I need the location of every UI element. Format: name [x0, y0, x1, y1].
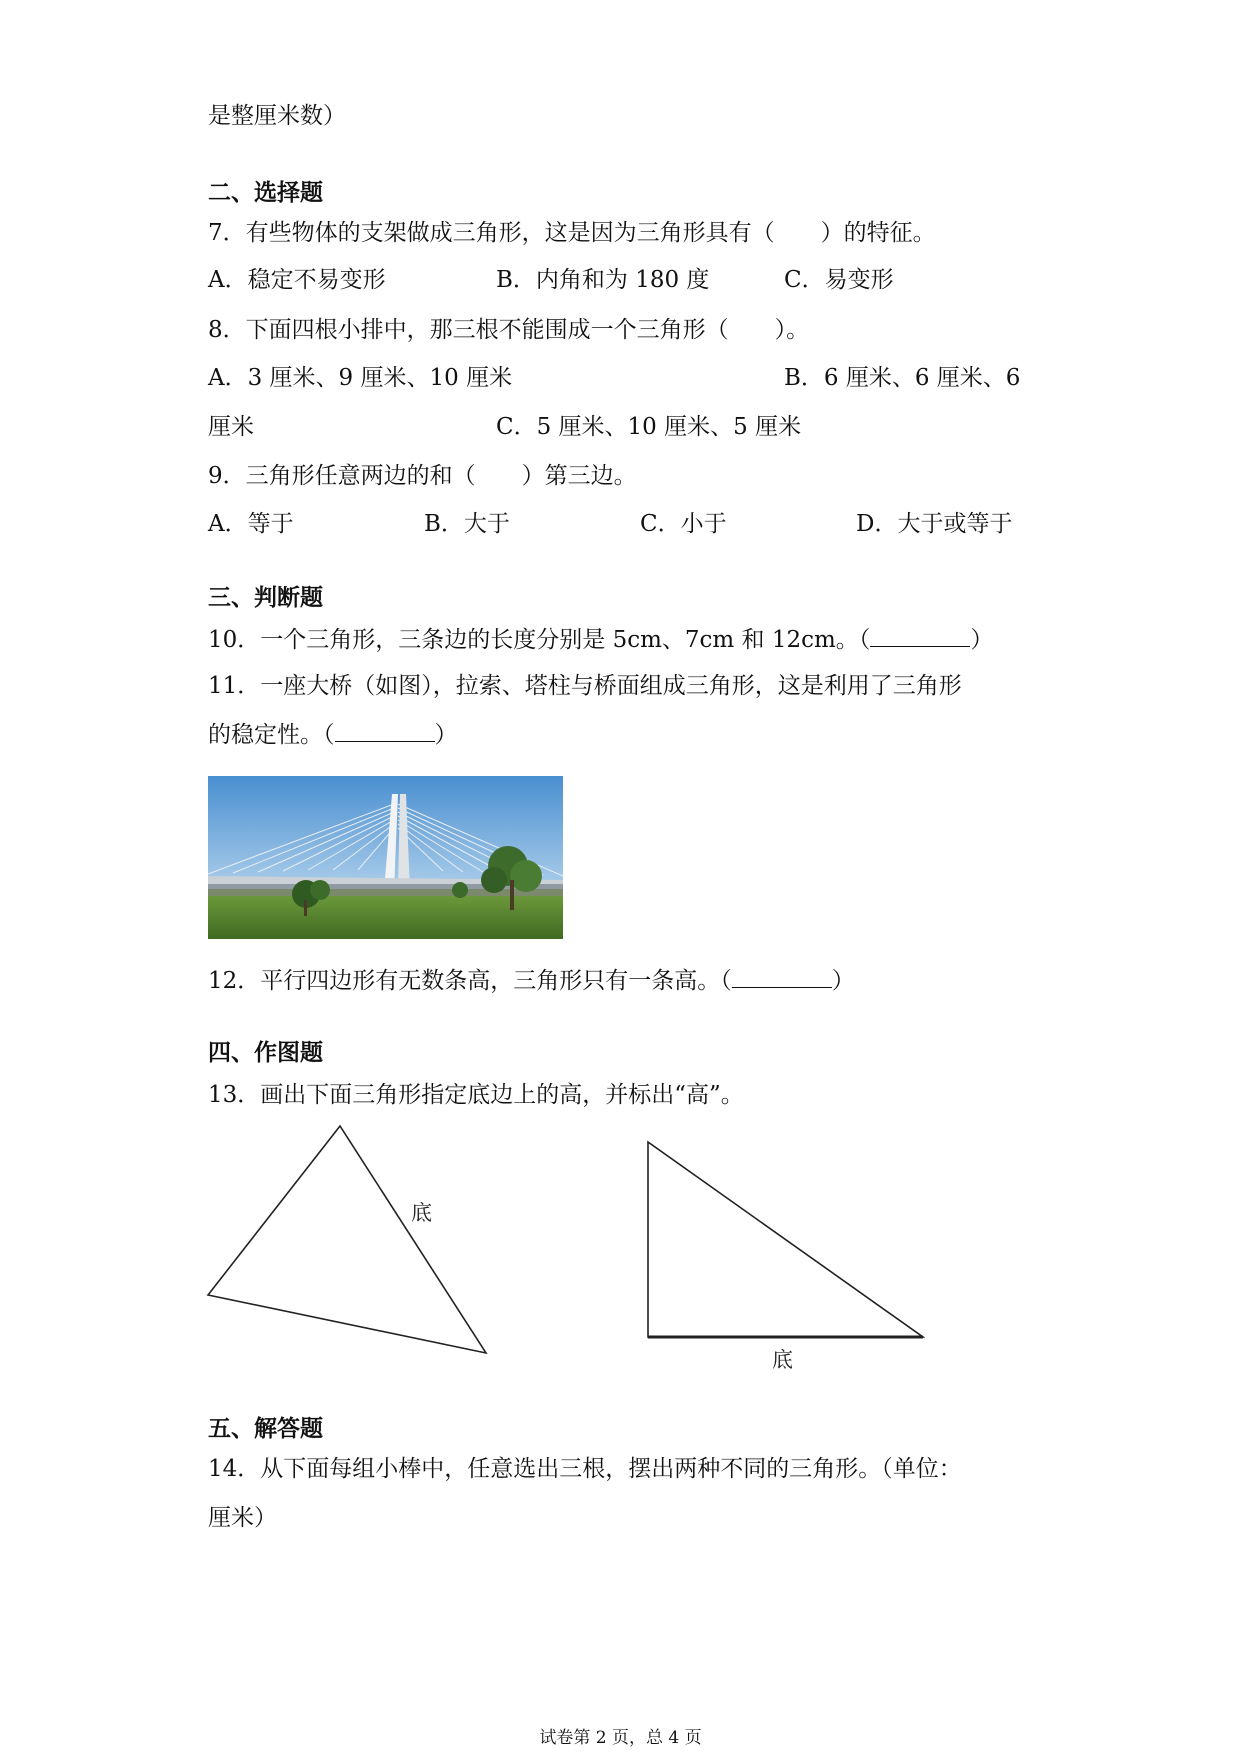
q8-option-a: A．3 厘米、9 厘米、10 厘米 — [208, 365, 513, 391]
triangle-1-figure — [205, 1120, 495, 1360]
triangle-2-figure — [645, 1132, 935, 1372]
bridge-photo — [208, 776, 563, 939]
q11-answer-blank[interactable] — [335, 719, 435, 742]
q10-paren-open: （ — [858, 627, 871, 653]
q12-text: 12．平行四边形有无数条高，三角形只有一条高。 — [208, 968, 721, 994]
q9-option-a: A．等于 — [208, 511, 294, 537]
question-10 — [208, 624, 993, 655]
q8-option-b: B．6 厘米、6 厘米、6 — [784, 365, 1021, 391]
question-12 — [208, 965, 855, 996]
section-heading-answer: 五、解答题 — [208, 1416, 323, 1442]
q10-answer-blank[interactable] — [870, 624, 970, 647]
q9-option-c: C．小于 — [640, 511, 727, 537]
question-11-continued — [208, 719, 458, 750]
q12-paren-close: ） — [831, 968, 855, 994]
triangle-1 — [208, 1126, 486, 1353]
question-7: 7．有些物体的支架做成三角形，这是因为三角形具有（ ）的特征。 — [208, 220, 936, 246]
q9-option-d: D．大于或等于 — [856, 511, 1013, 537]
question-13: 13．画出下面三角形指定底边上的高，并标出“高”。 — [208, 1082, 744, 1108]
section-heading-judge: 三、判断题 — [208, 585, 323, 611]
triangle-2 — [648, 1142, 923, 1337]
q12-answer-blank[interactable] — [732, 965, 832, 988]
section-heading-drawing: 四、作图题 — [208, 1040, 323, 1066]
question-9: 9．三角形任意两边的和（ ）第三边。 — [208, 463, 637, 489]
q9-option-b: B．大于 — [424, 511, 510, 537]
question-11: 11．一座大桥（如图），拉索、塔柱与桥面组成三角形，这是利用了三角形 — [208, 673, 962, 699]
triangle-2-base-label: 底 — [772, 1348, 793, 1372]
q7-option-b: B．内角和为 180 度 — [496, 267, 710, 293]
q10-text: 10．一个三角形，三条边的长度分别是 5cm、7cm 和 12cm。 — [208, 627, 859, 653]
triangle-1-base-label: 底 — [411, 1201, 432, 1225]
q12-paren-open: （ — [720, 968, 732, 994]
q7-option-a: A．稳定不易变形 — [208, 267, 386, 293]
page-footer: 试卷第 2 页，总 4 页 — [539, 1728, 702, 1748]
q7-option-c: C．易变形 — [784, 267, 894, 293]
q8-option-c: C．5 厘米、10 厘米、5 厘米 — [496, 414, 802, 440]
q11-paren-open: （ — [323, 722, 335, 748]
continued-text: 是整厘米数） — [208, 103, 346, 129]
section-heading-choice: 二、选择题 — [208, 180, 323, 206]
q11-paren-close: ） — [434, 722, 458, 748]
q8-option-b-continued: 厘米 — [208, 414, 254, 440]
question-14: 14．从下面每组小棒中，任意选出三根，摆出两种不同的三角形。（单位： — [208, 1456, 962, 1482]
q11-text: 的稳定性。 — [208, 722, 323, 748]
question-8: 8．下面四根小排中，那三根不能围成一个三角形（ ）。 — [208, 317, 810, 343]
question-14-continued: 厘米） — [208, 1505, 277, 1531]
q10-paren-close: ） — [970, 627, 994, 653]
